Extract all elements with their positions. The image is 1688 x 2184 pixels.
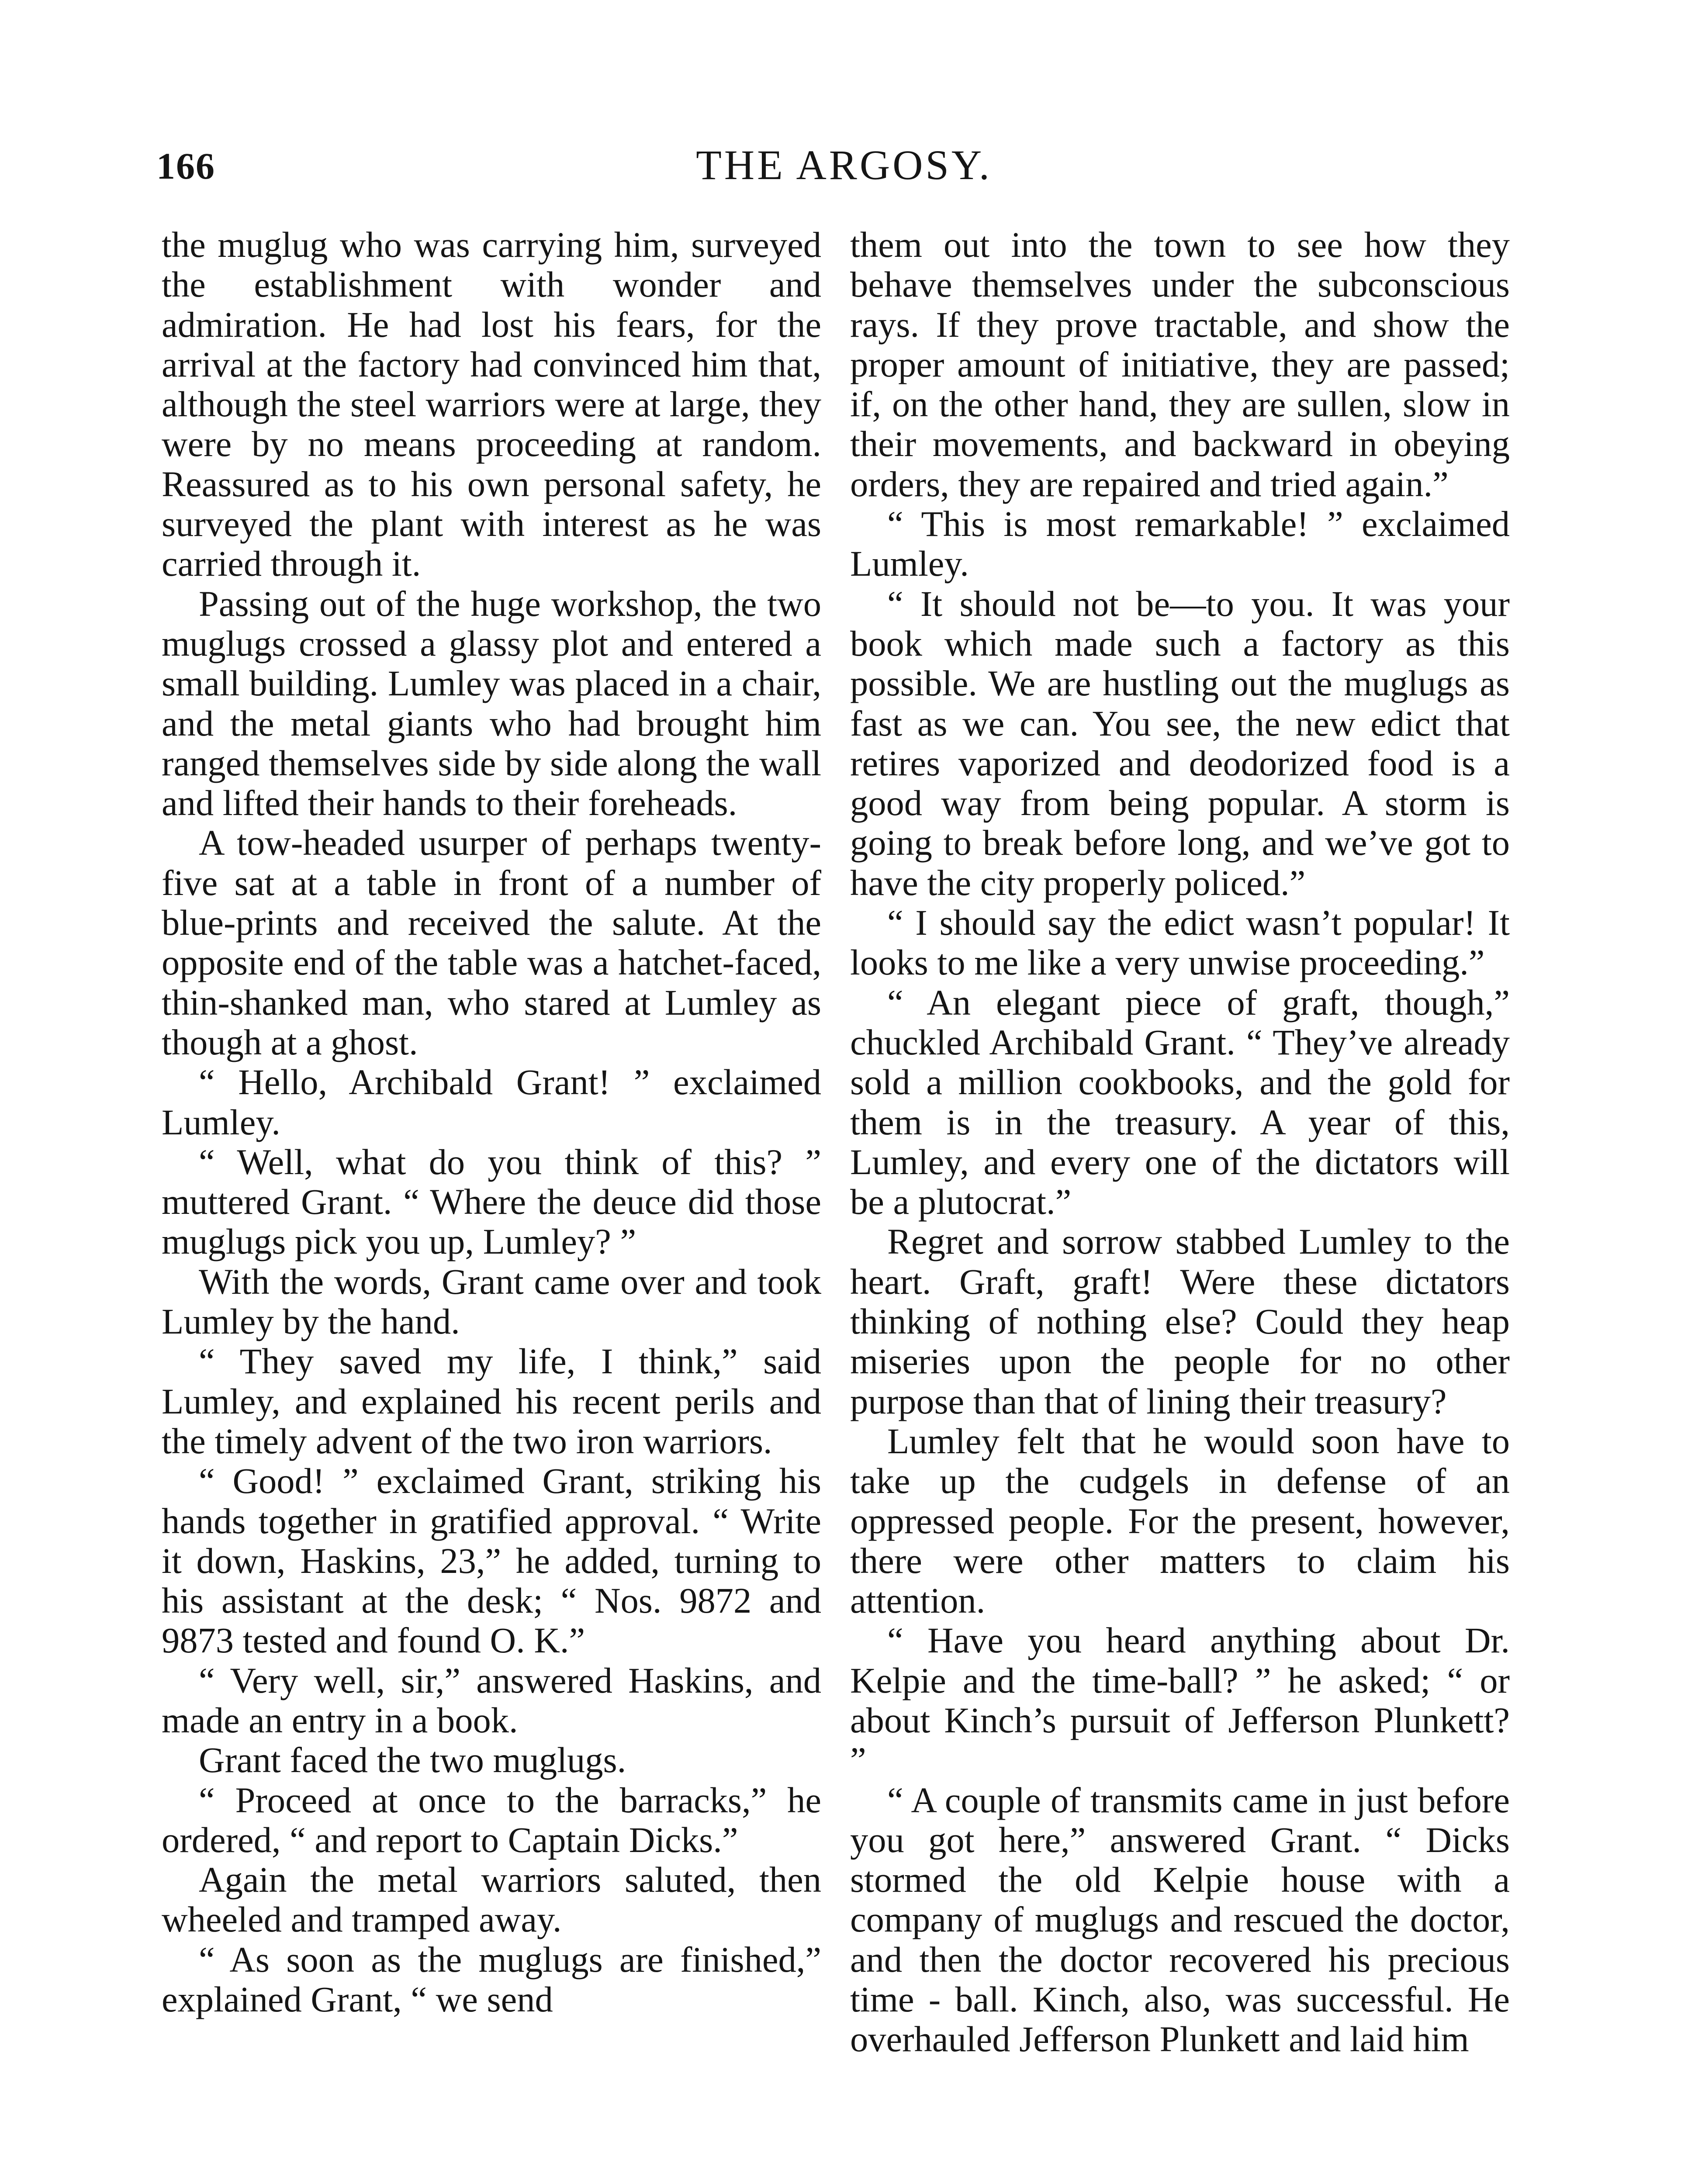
paragraph: “ It should not be—to you. It was your book which made such a factory as this possible. We are hustling out the muglugs as fast as we can. You see, the new edict that retires vaporized and deodorized food is a good way from being popular. A storm is going to break before long, and we’ve got to have the city properly policed.”: [850, 583, 1510, 903]
paragraph: A tow-headed usurper of perhaps twenty-five sat at a table in front of a number of blue-prints and received the salute. At the opposite end of the table was a hatchet-faced, thin-shanked man, who stared at Lumley as though at a ghost.: [162, 822, 821, 1062]
left-column: [162, 225, 821, 2019]
paragraph: “ This is most remarkable! ” exclaimed Lumley.: [850, 504, 1510, 584]
paragraph: “ Proceed at once to the barracks,” he ordered, “ and report to Captain Dicks.”: [162, 1780, 821, 1860]
paragraph: “ Good! ” exclaimed Grant, striking his hands together in gratified approval. “ Write it down, Haskins, 23,” he added, turning to his assistant at the desk; “ Nos. 9872 and 9873 tested and found O. K.”: [162, 1461, 821, 1661]
paragraph: the muglug who was carrying him, surveyed the establishment with wonder and admiration. He had lost his fears, for the arrival at the factory had convinced him that, although the steel warriors were at large, they were by no means proceeding at random. Reassured as to his own personal safety, he surveyed the plant with interest as he was carried through it.: [162, 225, 821, 584]
right-column: [850, 225, 1510, 2060]
paragraph: “ They saved my life, I think,” said Lumley, and explained his recent perils and the timely advent of the two iron warriors.: [162, 1341, 821, 1461]
paragraph: “ An elegant piece of graft, though,” chuckled Archibald Grant. “ They’ve already sold a million cookbooks, and the gold for them is in the treasury. A year of this, Lumley, and every one of the dictators will be a plutocrat.”: [850, 982, 1510, 1222]
paragraph: With the words, Grant came over and took Lumley by the hand.: [162, 1261, 821, 1342]
paragraph: “ Very well, sir,” answered Haskins, and made an entry in a book.: [162, 1660, 821, 1740]
paragraph: “ Have you heard anything about Dr. Kelpie and the time-ball? ” he asked; “ or about Kinch’s pursuit of Jefferson Plunkett? ”: [850, 1620, 1510, 1780]
paragraph: “ Well, what do you think of this? ” muttered Grant. “ Where the deuce did those muglugs pick you up, Lumley? ”: [162, 1141, 821, 1262]
paragraph: them out into the town to see how they behave themselves under the subconscious rays. If they prove tractable, and show the proper amount of initiative, they are passed; if, on the other hand, they are sullen, slow in their movements, and backward in obeying orders, they are repaired and tried again.”: [850, 225, 1510, 504]
paragraph: “ A couple of transmits came in just before you got here,” answered Grant. “ Dicks stormed the old Kelpie house with a company of muglugs and rescued the doctor, and then the doctor recovered his precious time - ball. Kinch, also, was successful. He overhauled Jefferson Plunkett and laid him: [850, 1780, 1510, 2060]
paragraph: Regret and sorrow stabbed Lumley to the heart. Graft, graft! Were these dictators thinking of nothing else? Could they heap miseries upon the people for no other purpose than that of lining their treasury?: [850, 1221, 1510, 1421]
page-number: 166: [156, 145, 215, 187]
running-head: THE ARGOSY.: [696, 142, 992, 188]
paragraph: Passing out of the huge workshop, the two muglugs crossed a glassy plot and entered a small building. Lumley was placed in a chair, and the metal giants who had brought him ranged themselves side by side along the wall and lifted their hands to their foreheads.: [162, 583, 821, 823]
paragraph: Again the metal warriors saluted, then wheeled and tramped away.: [162, 1859, 821, 1940]
paragraph: “ Hello, Archibald Grant! ” exclaimed Lumley.: [162, 1062, 821, 1142]
paragraph: Grant faced the two muglugs.: [199, 1740, 626, 1780]
paragraph: Lumley felt that he would soon have to take up the cudgels in defense of an oppressed people. For the present, however, there were other matters to claim his attention.: [850, 1420, 1510, 1621]
paragraph: “ As soon as the muglugs are finished,” explained Grant, “ we send: [162, 1939, 821, 2020]
paragraph: “ I should say the edict wasn’t popular! It looks to me like a very unwise proceeding.”: [850, 902, 1510, 983]
